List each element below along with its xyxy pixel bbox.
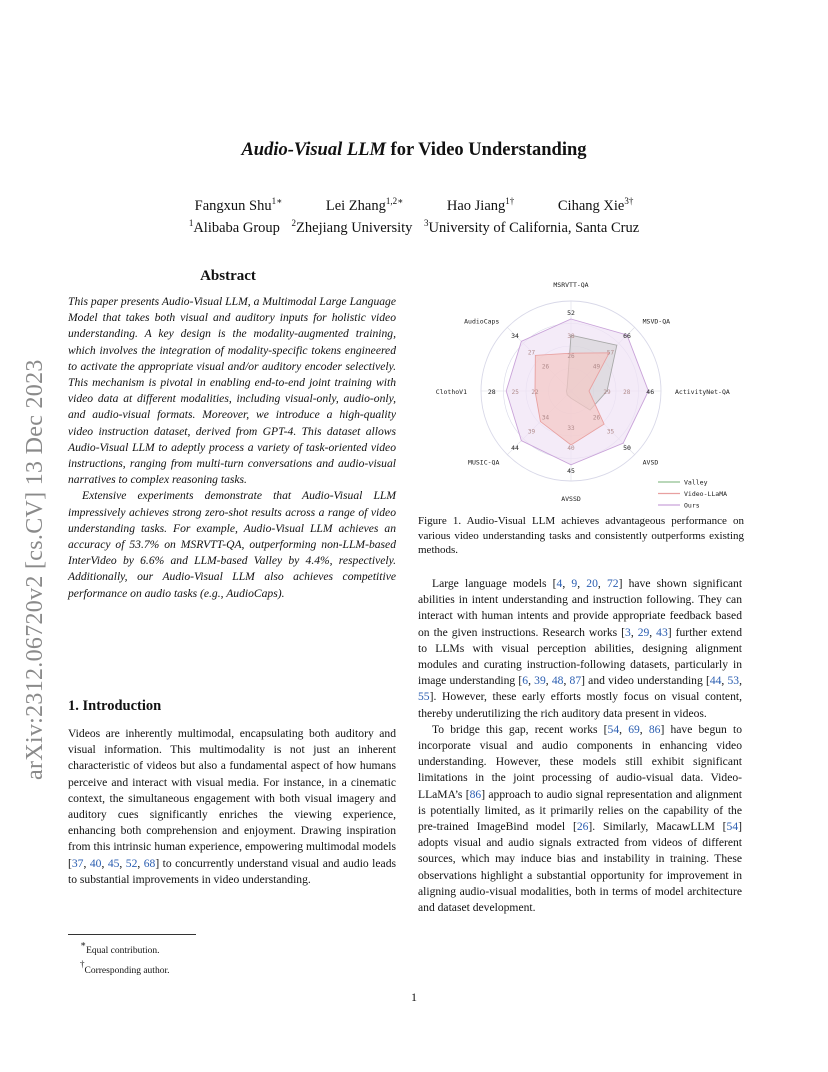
affiliation-list <box>0 218 828 237</box>
figure-radar-chart <box>418 266 748 512</box>
value-label: 26 <box>541 363 550 371</box>
citation-link[interactable]: 68 <box>143 856 156 870</box>
author: Fangxun Shu$^{1∗}$ <box>194 196 283 214</box>
citation-link[interactable]: 3 <box>625 625 631 639</box>
axis-label: AVSD <box>642 458 659 467</box>
footnote: †Corresponding author. <box>80 959 170 976</box>
body-paragraph: Large language models [4, 9, 20, 72] have shown significant abilities in intent understanding and instruction following. They can interact with human intents and provide appropriate feedback based on the given instructions. Research works [3, 29, 43] further extend to LLMs with visual perception abilities, designing alignment modules and curating instruction-following datasets, particularly in image understanding [6, 39, 48, 87] and video understanding [44, 53, 55]. However, these early efforts mostly focus on visual content, thereby underutilizing the rich auditory data present in videos. <box>418 577 743 720</box>
axis-label: MSVD-QA <box>642 317 671 326</box>
affiliation: $^1$Alibaba Group <box>188 218 280 236</box>
value-label: 26 <box>592 414 601 422</box>
value-label: 40 <box>567 444 575 452</box>
citation-link[interactable]: 54 <box>726 820 739 834</box>
value-label: 39 <box>527 428 536 436</box>
citation-link[interactable]: 20 <box>586 577 598 590</box>
footnote: ∗Equal contribution. <box>80 939 160 956</box>
citation-link[interactable]: 69 <box>628 722 640 736</box>
citation-link[interactable]: 26 <box>576 820 589 834</box>
citation-link[interactable]: 39 <box>534 674 546 688</box>
citation-link[interactable]: 86 <box>469 787 482 801</box>
value-label: 25 <box>511 389 519 396</box>
page-number: 1 <box>411 990 417 1004</box>
legend-label: Valley <box>684 478 708 487</box>
value-label: 22 <box>531 389 539 396</box>
citation-link[interactable]: 86 <box>648 722 661 736</box>
legend-label: Video-LLaMA <box>684 490 728 498</box>
body-paragraph: To bridge this gap, recent works [54, 69, 86] have begun to incorporate visual and audio components in enhancing video understanding. However, these models still exhibit significant limitations in the joint processing of audio-visual data. Video-LLaMA’s [86] approach to audio signal representation and alignment is potentially limited, as it primarily relies on the capability of the pre-trained ImageBind model [26]. Similarly, MacawLLM [54] adopts visual and audio signals extracted from videos of different sources, which may induce bias and instability in training. These observations highlight a substantial opportunity for improvement in aligning audio-visual modalities, both in terms of model architecture and dataset development. <box>418 722 743 915</box>
citation-link[interactable]: 45 <box>107 856 120 870</box>
value-label: 52 <box>567 308 575 317</box>
axis-label: AudioCaps <box>464 317 500 326</box>
value-label: 49 <box>592 363 601 371</box>
radar-chart-svg <box>418 266 748 512</box>
footnote-rule <box>68 934 196 935</box>
value-label: 66 <box>623 331 631 340</box>
author: Hao Jiang$^{1\dagger}$ <box>446 196 515 214</box>
paper-title: Audio-Visual LLM for Video Understanding <box>241 140 587 160</box>
citation-link[interactable]: 29 <box>637 625 650 639</box>
value-label: 28 <box>623 389 631 396</box>
section-heading: 1. Introduction <box>68 698 162 714</box>
citation-link[interactable]: 87 <box>569 674 582 688</box>
value-label: 28 <box>487 388 496 396</box>
figure-caption: Figure 1. Audio-Visual LLM achieves advantageous performance on various video understanding tasks and consistently outperforms existing methods. <box>418 515 744 556</box>
value-label: 50 <box>623 444 631 453</box>
affiliation: $^3$University of California, Santa Cruz <box>424 218 640 236</box>
value-label: 46 <box>646 388 655 396</box>
citation-link[interactable]: 6 <box>522 674 529 688</box>
author-list <box>0 196 828 215</box>
value-label: 44 <box>511 444 519 453</box>
value-label: 34 <box>541 414 550 422</box>
citation-link[interactable]: 55 <box>418 690 430 704</box>
right-column-body <box>418 576 742 916</box>
abstract-paragraph: This paper presents Audio-Visual LLM, a Multimodal Large Language Model that takes both visual and auditory inputs for holistic video understanding. A key design is the modality-augmented training, which involves the integration of modality-specific tokens engineered to activate the appropriate visual and/or auditory encoder selectively. This mechanism is pivotal in enabling end-to-end joint training with video data at different modalities, including visual-only, audio-only, and audio-visual formats. Moreover, we introduce a high-quality video instruction dataset, derived from GPT-4. This dataset allows Audio-Visual LLM to adeptly process a variety of task-oriented video instructions, ranging from multi-turn conversations and audio-visual narratives to complex reasoning tasks. <box>68 295 396 487</box>
intro-paragraph: Videos are inherently multimodal, encapsulating both auditory and visual information. This multimodality is not just an inherent characteristic of videos but also a fundamental aspect of how humans perceive and interact with visual media. For instance, in a cinematic context, the simultaneous engagement with both visual imagery and auditory cues significantly enriches the viewing experience, enhancing both comprehension and enjoyment. Drawing inspiration from this intrinsic human experience, empowering multimodal models [37, 40, 45, 52, 68] to concurrently understand visual and audio leads to substantial improvements in video understanding. <box>68 727 397 886</box>
axis-label: MUSIC-QA <box>468 458 500 467</box>
axis-label: MSRVTT-QA <box>553 281 589 289</box>
citation-link[interactable]: 44 <box>709 674 722 688</box>
author: Lei Zhang$^{1,2∗}$ <box>325 196 404 214</box>
footnotes <box>68 938 169 978</box>
citation-link[interactable]: 72 <box>606 577 619 590</box>
abstract-heading: Abstract <box>200 268 256 284</box>
citation-link[interactable]: 37 <box>71 856 84 870</box>
axis-label: ActivityNet-QA <box>675 388 730 396</box>
affiliation: $^2$Zhejiang University <box>291 218 413 236</box>
arxiv-stamp: arXiv:2312.06720v2 [cs.CV] 13 Dec 2023 <box>22 359 48 780</box>
abstract-body <box>68 294 396 602</box>
citation-link[interactable]: 54 <box>607 722 620 736</box>
citation-link[interactable]: 53 <box>727 674 740 688</box>
citation-link[interactable]: 52 <box>125 856 138 870</box>
value-label: 26 <box>567 353 575 360</box>
value-label: 35 <box>606 428 615 436</box>
value-label: 57 <box>606 349 615 357</box>
value-label: 27 <box>527 349 536 357</box>
citation-link[interactable]: 4 <box>556 577 563 590</box>
legend-label: Ours <box>684 501 700 510</box>
value-label: 34 <box>511 331 519 340</box>
author: Cihang Xie$^{3\dagger}$ <box>557 196 634 214</box>
abstract-paragraph: Extensive experiments demonstrate that Audio-Visual LLM impressively achieves strong zero-shot results across a range of video understanding tasks. For example, Audio-Visual LLM achieves an accuracy of 53.7% on MSRVTT-QA, outperforming non-LLM-based InterVideo by 6.6% and LLM-based Valley by 4.4%, respectively. Additionally, our Audio-Visual LLM also achieves competitive performance on audio tasks (e.g., AudioCaps). <box>68 489 396 600</box>
citation-link[interactable]: 43 <box>656 625 668 639</box>
citation-link[interactable]: 40 <box>89 856 102 870</box>
value-label: 33 <box>567 425 575 432</box>
axis-label: ClothoV1 <box>435 388 467 396</box>
citation-link[interactable]: 48 <box>551 674 564 688</box>
value-label: 29 <box>603 389 611 396</box>
value-label: 45 <box>567 467 575 476</box>
axis-label: AVSSD <box>561 495 581 503</box>
value-label: 38 <box>567 333 575 341</box>
citation-link[interactable]: 9 <box>571 577 578 590</box>
